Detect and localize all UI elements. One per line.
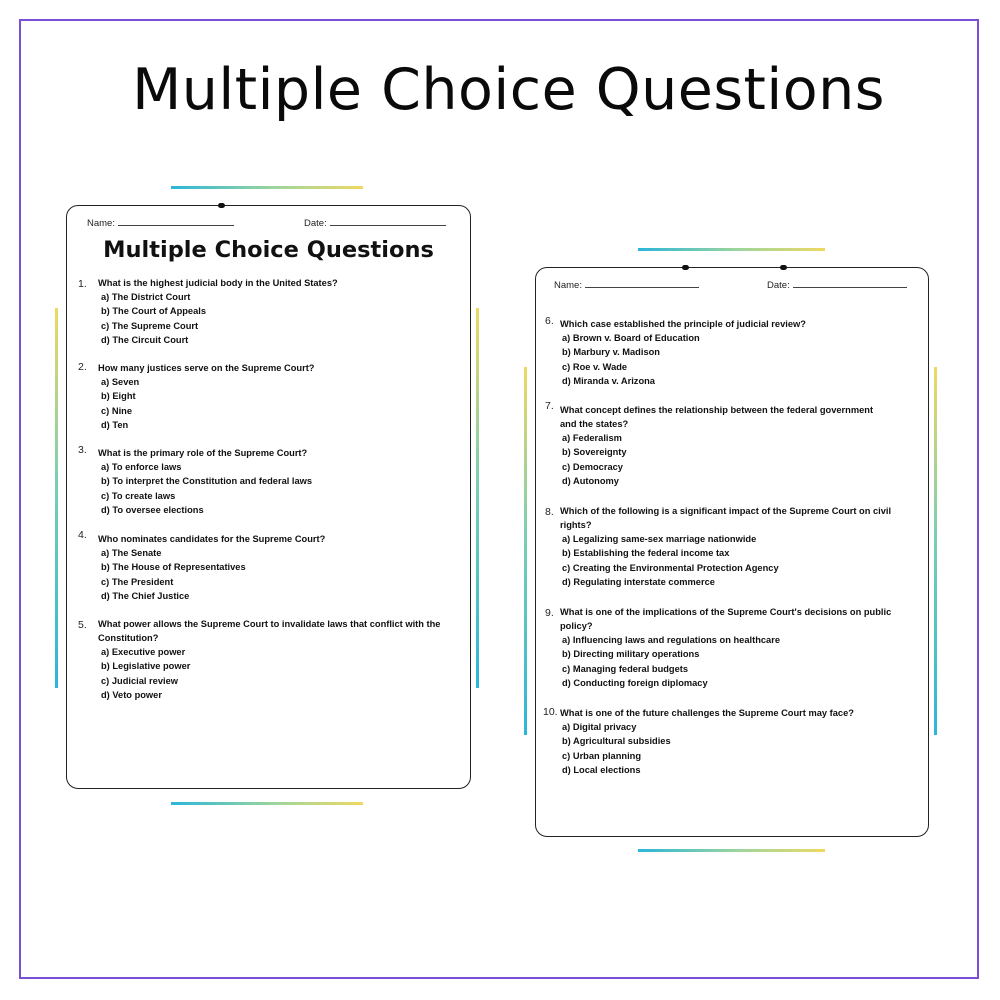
question-number: 10. [543,706,558,718]
answer-option: b) Legislative power [101,661,191,672]
answer-option: b) To interpret the Constitution and federal laws [101,476,313,487]
question-number: 3. [78,444,87,456]
date-label: Date: [304,218,327,229]
answer-option: c) Managing federal budgets [562,663,689,674]
date-field [767,279,907,291]
answer-option: c) Urban planning [562,750,642,761]
question-number: 2. [78,361,87,373]
question-number: 9. [545,607,554,619]
worksheet-title: Multiple Choice Questions [103,237,434,263]
name-field [554,279,699,291]
answer-option: b) Agricultural subsidies [562,736,671,747]
answer-option: b) Eight [101,391,136,402]
name-blank [118,217,234,226]
question-text: What power allows the Supreme Court to invalidate laws that conflict with the Constitution? [98,619,441,644]
answer-options [101,375,139,432]
answer-option: d) Veto power [101,689,162,700]
answer-options [562,720,671,777]
answer-options [562,633,780,690]
binder-clip [780,265,787,270]
question-number: 7. [545,400,554,412]
date-field [304,217,446,229]
question-number: 5. [78,619,87,631]
decor-bar-bottom-right [638,849,825,852]
answer-options [101,460,312,517]
date-blank [793,279,907,288]
answer-option: b) Marbury v. Madison [562,347,660,358]
answer-option: a) The Senate [101,548,162,558]
answer-option: b) The Court of Appeals [101,306,207,317]
answer-option: c) Roe v. Wade [562,361,628,372]
question-text: What is the primary role of the Supreme Court? [98,448,308,458]
answer-options [562,532,779,589]
answer-option: d) Autonomy [562,475,619,486]
name-label: Name: [554,280,582,291]
answer-option: d) Regulating interstate commerce [562,576,715,587]
answer-options [101,546,246,603]
answer-options [562,331,700,388]
question-text: Which case established the principle of judicial review? [560,319,806,329]
answer-option: d) To oversee elections [101,504,204,515]
answer-option: d) Miranda v. Arizona [562,375,655,386]
name-label: Name: [87,218,115,229]
question-text: What concept defines the relationship between the federal government and the states? [560,405,874,430]
question-text: What is one of the future challenges the Supreme Court may face? [560,708,854,718]
binder-clip [218,203,225,208]
answer-option: d) The Circuit Court [101,334,189,345]
answer-option: a) Brown v. Board of Education [562,333,700,343]
question-text: What is one of the implications of the Supreme Court's decisions on public policy? [560,607,892,632]
question-text: What is the highest judicial body in the United States? [98,278,338,288]
decor-bar-right-side [476,308,479,688]
answer-option: d) Local elections [562,764,641,775]
answer-option: c) Creating the Environmental Protection Agency [562,562,779,573]
answer-option: c) Nine [101,405,132,416]
date-blank [330,217,446,226]
question-number: 6. [545,315,554,327]
name-blank [585,279,699,288]
answer-option: c) Democracy [562,461,623,472]
answer-options [562,431,627,488]
answer-option: b) Directing military operations [562,649,700,660]
decor-bar-left-side-2 [524,367,527,735]
answer-option: a) The District Court [101,292,191,302]
page-title: Multiple Choice Questions [132,57,885,123]
decor-bar-top-left [171,186,363,189]
answer-option: c) To create laws [101,490,176,501]
worksheet-page-2 [535,267,929,837]
answer-option: a) Influencing laws and regulations on healthcare [562,635,781,645]
answer-options [101,645,190,702]
worksheet-page-1 [66,205,471,789]
answer-option: b) Sovereignty [562,447,627,458]
decor-bar-left-side [55,308,58,688]
answer-option: b) Establishing the federal income tax [562,548,730,559]
question-number: 4. [78,529,87,541]
date-label: Date: [767,280,790,291]
answer-option: c) Judicial review [101,675,178,686]
decor-bar-right-side-2 [934,367,937,735]
question-text: How many justices serve on the Supreme Court? [98,363,315,373]
answer-option: c) The President [101,576,174,587]
answer-option: a) Federalism [562,433,622,443]
question-text: Who nominates candidates for the Supreme Court? [98,534,326,544]
answer-option: b) The House of Representatives [101,562,246,573]
answer-option: a) Legalizing same-sex marriage nationwide [562,534,757,544]
answer-option: d) Conducting foreign diplomacy [562,677,708,688]
binder-clip [682,265,689,270]
answer-option: a) Seven [101,377,140,387]
question-text: Which of the following is a significant impact of the Supreme Court on civil rights? [560,506,892,531]
decor-bar-bottom-left [171,802,363,805]
answer-option: a) To enforce laws [101,462,182,472]
answer-options [101,290,206,347]
decor-bar-top-right [638,248,825,251]
answer-option: c) The Supreme Court [101,320,199,331]
name-field [87,217,234,229]
answer-option: a) Executive power [101,647,186,657]
question-number: 8. [545,506,554,518]
answer-option: a) Digital privacy [562,722,637,732]
question-number: 1. [78,278,87,290]
answer-option: d) Ten [101,419,129,430]
answer-option: d) The Chief Justice [101,590,190,601]
